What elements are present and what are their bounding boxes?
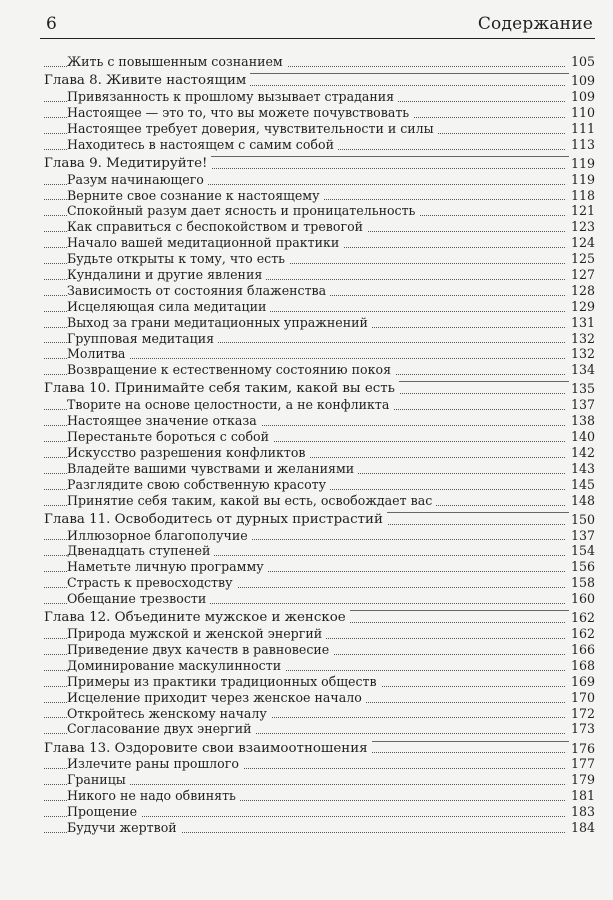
toc-entry-title: Творите на основе целостности, а не конфликта — [67, 397, 393, 412]
toc-entry-page: 158 — [570, 575, 595, 591]
toc-entry-title: Привязанность к прошлому вызывает страдания — [67, 89, 398, 104]
toc-entry-title: Доминирование маскулинности — [67, 658, 285, 673]
toc-chapter-entry[interactable] — [44, 741, 595, 757]
toc-entry[interactable] — [44, 477, 595, 493]
toc-entry[interactable] — [44, 788, 595, 804]
toc-entry-title: Возвращение к естественному состоянию покоя — [67, 362, 395, 377]
toc-entry-title: Будучи жертвой — [67, 820, 181, 835]
toc-entry-title: Прощение — [67, 804, 141, 819]
toc-entry-title: Обещание трезвости — [67, 591, 210, 606]
toc-entry-title: Границы — [67, 772, 130, 787]
toc-entry-title: Откройтесь женскому началу — [67, 706, 271, 721]
toc-entry-title: Глава 11. Освободитесь от дурных пристрастий — [44, 512, 387, 527]
toc-entry-title: Природа мужской и женской энергий — [67, 626, 326, 641]
toc-entry-page: 184 — [570, 819, 595, 835]
toc-entry[interactable] — [44, 528, 595, 544]
toc-entry[interactable] — [44, 690, 595, 706]
toc-entry-page: 138 — [570, 413, 595, 429]
toc-chapter-entry[interactable] — [44, 381, 595, 397]
toc-entry[interactable] — [44, 721, 595, 737]
toc-entry-page: 109 — [570, 88, 595, 104]
toc-entry-title: Согласование двух энергий — [67, 721, 256, 736]
toc-entry[interactable] — [44, 235, 595, 251]
toc-entry[interactable] — [44, 172, 595, 188]
toc-entry-title: Излечите раны прошлого — [67, 756, 243, 771]
toc-entry-title: Верните свое сознание к настоящему — [67, 188, 324, 203]
toc-entry[interactable] — [44, 756, 595, 772]
toc-entry-title: Настоящее требует доверия, чувствительности и силы — [67, 121, 438, 136]
toc-entry-title: Владейте вашими чувствами и желаниями — [67, 461, 358, 476]
toc-entry-page: 125 — [570, 251, 595, 267]
toc-entry[interactable] — [44, 493, 595, 509]
toc-entry-title: Глава 9. Медитируйте! — [44, 156, 211, 171]
toc-entry-page: 150 — [570, 511, 595, 527]
toc-entry-page: 170 — [570, 689, 595, 705]
table-of-contents — [44, 54, 595, 836]
toc-entry[interactable] — [44, 642, 595, 658]
toc-entry[interactable] — [44, 413, 595, 429]
toc-entry[interactable] — [44, 559, 595, 575]
toc-entry-page: 110 — [570, 104, 595, 120]
toc-entry-page: 134 — [570, 362, 595, 378]
toc-entry-title: Двенадцать ступеней — [67, 543, 214, 558]
toc-entry-page: 142 — [570, 444, 595, 460]
toc-entry[interactable] — [44, 772, 595, 788]
toc-entry[interactable] — [44, 626, 595, 642]
toc-entry[interactable] — [44, 591, 595, 607]
toc-entry[interactable] — [44, 188, 595, 204]
toc-entry-page: 109 — [570, 73, 595, 89]
toc-entry[interactable] — [44, 658, 595, 674]
toc-entry-title: Глава 12. Объедините мужское и женское — [44, 610, 350, 625]
toc-entry-page: 145 — [570, 476, 595, 492]
toc-entry-title: Наметьте личную программу — [67, 559, 268, 574]
toc-chapter-entry[interactable] — [44, 156, 595, 172]
toc-entry[interactable] — [44, 54, 595, 70]
toc-entry[interactable] — [44, 445, 595, 461]
toc-entry-page: 127 — [570, 266, 595, 282]
toc-entry-page: 113 — [570, 136, 595, 152]
toc-entry[interactable] — [44, 105, 595, 121]
toc-entry-page: 166 — [570, 642, 595, 657]
toc-entry[interactable] — [44, 315, 595, 331]
toc-chapter-entry[interactable] — [44, 512, 595, 528]
toc-entry-page: 162 — [570, 626, 595, 642]
toc-entry-page: 173 — [570, 721, 595, 737]
toc-entry-page: 160 — [570, 591, 595, 607]
toc-entry-title: Кундалини и другие явления — [67, 267, 266, 282]
toc-entry[interactable] — [44, 461, 595, 477]
toc-entry-title: Искусство разрешения конфликтов — [67, 445, 310, 460]
toc-entry-title: Глава 10. Принимайте себя таким, какой вы есть — [44, 381, 399, 396]
toc-entry-title: Перестаньте бороться с собой — [67, 429, 273, 444]
toc-entry[interactable] — [44, 346, 595, 362]
toc-entry-page: 132 — [570, 346, 595, 362]
toc-entry-page: 140 — [570, 429, 595, 445]
toc-entry-page: 132 — [570, 330, 595, 346]
toc-entry-page: 135 — [570, 381, 595, 397]
toc-entry-page: 111 — [570, 120, 595, 136]
toc-entry-title: Никого не надо обвинять — [67, 788, 240, 803]
toc-entry[interactable] — [44, 331, 595, 347]
toc-entry-title: Разглядите свою собственную красоту — [67, 477, 330, 492]
toc-entry-title: Настоящее значение отказа — [67, 413, 261, 428]
toc-entry-page: 118 — [570, 187, 595, 203]
toc-entry-title: Исцеление приходит через женское начало — [67, 690, 366, 705]
toc-entry-title: Спокойный разум дает ясность и проницательность — [67, 203, 419, 218]
toc-entry[interactable] — [44, 362, 595, 378]
toc-entry[interactable] — [44, 820, 595, 836]
toc-entry[interactable] — [44, 543, 595, 559]
toc-entry-title: Иллюзорное благополучие — [67, 528, 252, 543]
toc-entry[interactable] — [44, 804, 595, 820]
toc-entry-title: Принятие себя таким, какой вы есть, освобождает вас — [67, 493, 436, 508]
toc-entry[interactable] — [44, 121, 595, 137]
toc-entry-page: 105 — [570, 54, 595, 69]
toc-entry-title: Страсть к превосходству — [67, 575, 237, 590]
running-head: Содержание — [477, 14, 593, 34]
toc-entry-page: 183 — [570, 804, 595, 820]
toc-entry[interactable] — [44, 89, 595, 105]
toc-entry-title: Как справиться с беспокойством и тревогой — [67, 219, 367, 234]
header-rule — [40, 38, 595, 39]
toc-entry-page: 172 — [570, 705, 595, 721]
toc-entry-page: 123 — [570, 219, 595, 235]
toc-entry-page: 119 — [570, 171, 595, 187]
toc-entry[interactable] — [44, 203, 595, 219]
toc-entry-title: Будьте открыты к тому, что есть — [67, 251, 289, 266]
toc-entry-title: Глава 13. Оздоровите свои взаимоотношения — [44, 741, 372, 756]
toc-entry[interactable] — [44, 397, 595, 413]
toc-entry-page: 169 — [570, 673, 595, 689]
toc-entry-title: Начало вашей медитационной практики — [67, 235, 343, 250]
toc-entry[interactable] — [44, 251, 595, 267]
toc-entry[interactable] — [44, 267, 595, 283]
toc-entry-title: Настоящее — это то, что вы можете почувствовать — [67, 105, 413, 120]
toc-entry-page: 179 — [570, 772, 595, 788]
toc-entry-title: Глава 8. Живите настоящим — [44, 73, 250, 88]
toc-entry-title: Разум начинающего — [67, 172, 208, 187]
toc-entry-page: 124 — [570, 235, 595, 251]
toc-entry-page: 168 — [570, 657, 595, 673]
toc-entry-title: Молитва — [67, 346, 129, 361]
toc-entry-title: Примеры из практики традиционных обществ — [67, 674, 381, 689]
toc-chapter-entry[interactable] — [44, 610, 595, 626]
toc-entry[interactable] — [44, 219, 595, 235]
toc-entry-page: 129 — [570, 298, 595, 314]
toc-entry-page: 156 — [570, 559, 595, 575]
toc-entry-page: 137 — [570, 397, 595, 413]
toc-entry[interactable] — [44, 575, 595, 591]
toc-entry-title: Приведение двух качеств в равновесие — [67, 642, 333, 657]
toc-entry[interactable] — [44, 299, 595, 315]
toc-entry[interactable] — [44, 137, 595, 153]
toc-entry-page: 137 — [570, 527, 595, 543]
toc-chapter-entry[interactable] — [44, 73, 595, 89]
toc-entry-page: 119 — [570, 155, 595, 171]
toc-entry-title: Исцеляющая сила медитации — [67, 299, 270, 314]
toc-entry[interactable] — [44, 429, 595, 445]
toc-entry-title: Групповая медитация — [67, 331, 218, 346]
toc-entry-page: 176 — [570, 740, 595, 756]
toc-entry-page: 162 — [570, 610, 595, 626]
toc-entry-title: Выход за грани медитационных упражнений — [67, 315, 372, 330]
toc-entry-page: 177 — [570, 756, 595, 772]
toc-entry-title: Находитесь в настоящем с самим собой — [67, 137, 338, 152]
toc-entry-page: 143 — [570, 460, 595, 476]
toc-entry-page: 121 — [570, 203, 595, 219]
toc-entry-page: 128 — [570, 282, 595, 298]
page-number: 6 — [46, 14, 57, 34]
toc-entry-page: 154 — [570, 543, 595, 559]
toc-entry-page: 131 — [570, 314, 595, 330]
toc-entry-page: 148 — [570, 492, 595, 508]
toc-entry[interactable] — [44, 283, 595, 299]
toc-entry[interactable] — [44, 674, 595, 690]
toc-entry[interactable] — [44, 706, 595, 722]
toc-entry-title: Жить с повышенным сознанием — [67, 54, 287, 69]
toc-entry-page: 181 — [570, 788, 595, 804]
toc-entry-title: Зависимость от состояния блаженства — [67, 283, 330, 298]
